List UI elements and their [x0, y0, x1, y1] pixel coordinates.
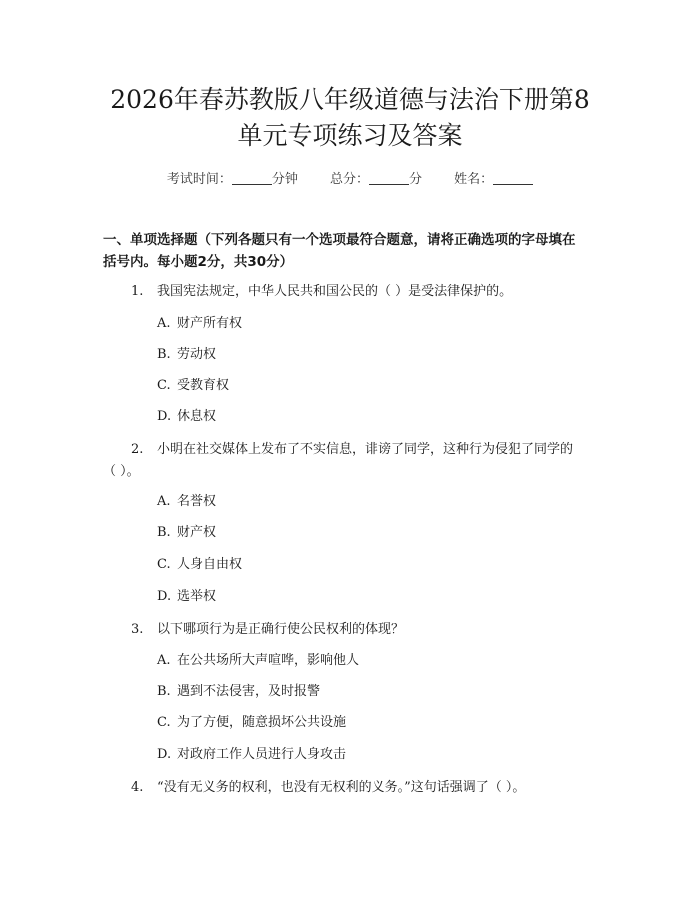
- question-1-option-b: [157, 345, 216, 365]
- name-label: 姓名：: [454, 172, 494, 187]
- total-score-label: 总分：: [329, 172, 369, 187]
- exam-time-label: 考试时间：: [166, 172, 232, 187]
- document-title: [0, 82, 700, 154]
- option-letter: C.: [157, 557, 171, 572]
- question-text-line-1: 小明在社交媒体上发布了不实信息，诽谤了同学，这种行为侵犯了同学的: [157, 442, 574, 457]
- question-1-option-a: [157, 314, 242, 334]
- question-4: [131, 777, 525, 798]
- question-text: “没有无义务的权利，也没有无权利的义务。”这句话强调了（ ）。: [157, 780, 526, 795]
- option-text: 选举权: [177, 589, 217, 604]
- option-text: 名誉权: [177, 494, 217, 509]
- option-letter: B.: [157, 525, 171, 540]
- title-line-1: 2026年春苏教版八年级道德与法治下册第8: [110, 85, 590, 114]
- exam-info: [0, 168, 700, 187]
- option-text: 劳动权: [177, 347, 217, 362]
- question-1-option-d: [157, 407, 216, 427]
- question-2-option-d: [157, 587, 216, 607]
- option-text: 财产所有权: [177, 316, 243, 331]
- option-letter: D.: [157, 409, 172, 424]
- option-text: 人身自由权: [177, 557, 243, 572]
- question-2-option-a: [157, 492, 216, 512]
- option-text: 在公共场所大声喧哗，影响他人: [177, 653, 360, 668]
- exam-time-unit: 分钟: [271, 172, 298, 187]
- question-3-option-b: [157, 682, 320, 702]
- question-3-option-d: [157, 745, 346, 765]
- option-text: 财产权: [177, 525, 217, 540]
- option-letter: A.: [157, 316, 171, 331]
- section-heading-line-1: 一、单项选择题（下列各题只有一个选项最符合题意，请将正确选项的字母填在: [103, 232, 576, 248]
- option-letter: A.: [157, 494, 171, 509]
- option-letter: A.: [157, 653, 171, 668]
- question-number: 3.: [131, 622, 144, 637]
- section-heading: [103, 229, 603, 273]
- option-letter: D.: [157, 589, 172, 604]
- question-text: 我国宪法规定，中华人民共和国公民的（ ）是受法律保护的。: [157, 284, 513, 299]
- total-score-unit: 分: [409, 172, 423, 187]
- name-field: [454, 172, 533, 187]
- question-number: 1.: [131, 284, 144, 299]
- exam-time-blank: [232, 172, 272, 185]
- option-letter: C.: [157, 378, 171, 393]
- question-1: [131, 281, 512, 302]
- option-text: 为了方便，随意损坏公共设施: [177, 715, 347, 730]
- total-score-field: [330, 172, 426, 187]
- option-text: 遇到不法侵害，及时报警: [177, 684, 321, 699]
- question-text: 以下哪项行为是正确行使公民权利的体现？: [157, 622, 405, 637]
- question-number: 4.: [131, 780, 144, 795]
- question-1-option-c: [157, 376, 229, 396]
- option-letter: C.: [157, 715, 171, 730]
- question-number: 2.: [131, 442, 144, 457]
- question-3: [131, 619, 404, 640]
- exam-time-field: [167, 172, 302, 187]
- question-3-option-a: [157, 651, 359, 671]
- question-3-option-c: [157, 713, 346, 733]
- option-letter: B.: [157, 347, 171, 362]
- option-letter: B.: [157, 684, 171, 699]
- total-score-blank: [369, 172, 409, 185]
- question-2-option-b: [157, 523, 216, 543]
- section-heading-line-2: 括号内。每小题2分，共30分）: [103, 254, 294, 270]
- name-blank: [493, 172, 533, 185]
- title-line-2: 单元专项练习及答案: [237, 121, 463, 150]
- option-text: 对政府工作人员进行人身攻击: [177, 747, 347, 762]
- question-2-option-c: [157, 555, 242, 575]
- question-2-continuation: [103, 461, 140, 482]
- question-text-line-2: （ ）。: [103, 464, 140, 479]
- option-text: 受教育权: [177, 378, 230, 393]
- question-2: [131, 439, 573, 460]
- option-text: 休息权: [177, 409, 217, 424]
- option-letter: D.: [157, 747, 172, 762]
